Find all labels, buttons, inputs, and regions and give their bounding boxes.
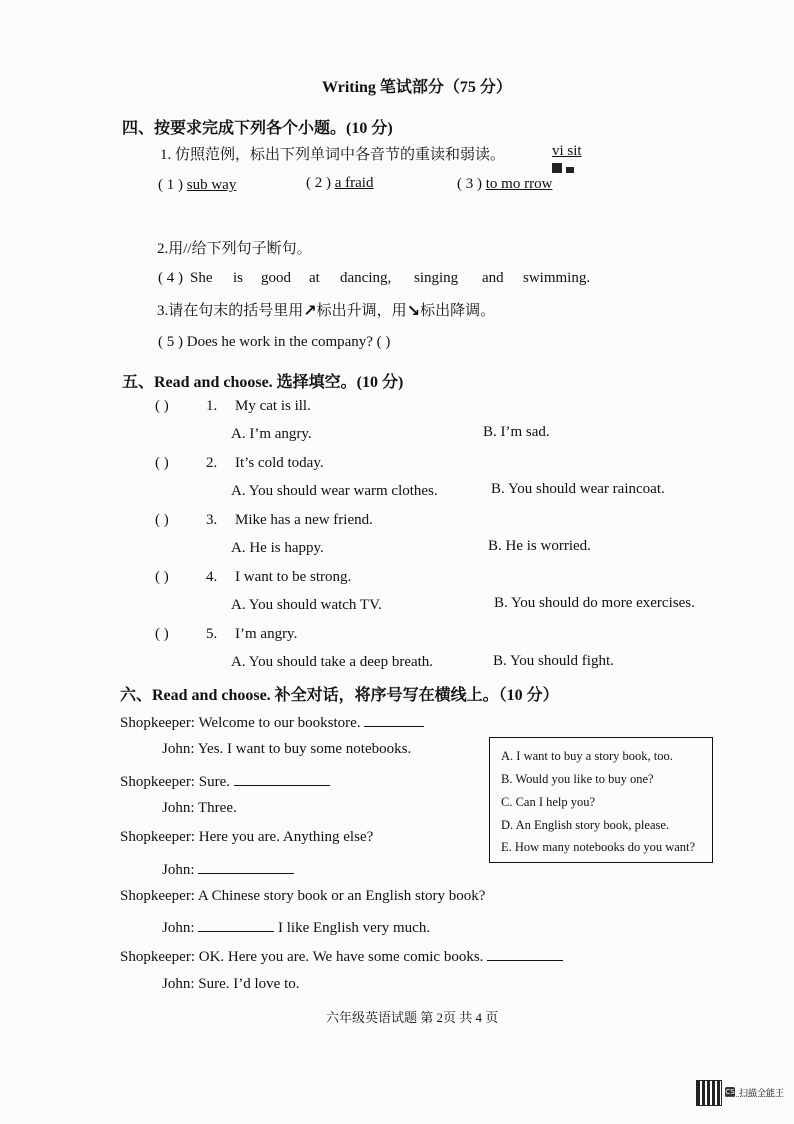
answer-paren[interactable]: ( ) (155, 569, 169, 585)
q2-word: and (482, 270, 504, 286)
q2-instruction: 2.用//给下列句子断句。 (157, 241, 312, 257)
section-6-heading: 六、Read and choose. 补全对话，将序号写在横线上。（10 分） (120, 687, 559, 704)
q2-word: dancing, (340, 270, 392, 286)
dialogue-line (120, 888, 485, 905)
scanner-app-icon: CS (725, 1088, 735, 1097)
section-5-heading: 五、Read and choose. 选择填空。(10 分) (122, 374, 404, 391)
q1-item-1 (158, 177, 236, 194)
line-after: I like English very much. (278, 920, 431, 936)
option-a: A. You should wear warm clothes. (231, 483, 438, 499)
question-text: My cat is ill. (235, 398, 311, 414)
line-text: Sure. (198, 774, 230, 790)
option-item: B. Would you like to buy one? (501, 772, 654, 786)
option-item: A. I want to buy a story book, too. (501, 749, 673, 763)
question-number: 3. (206, 512, 218, 528)
dialogue-line (120, 712, 424, 732)
q1-item-2-num: ( 2 ) (306, 175, 331, 191)
answer-blank[interactable] (234, 771, 330, 786)
q3-instruction (157, 299, 495, 320)
dialogue-line (120, 829, 373, 846)
answer-paren[interactable]: ( ) (155, 512, 169, 528)
q1-item-2 (306, 175, 373, 192)
line-text: Here you are. Anything else? (198, 829, 374, 845)
q3-item: ( 5 ) Does he work in the company? ( ) (158, 334, 391, 350)
line-text: Three. (198, 800, 237, 816)
speaker: John: (162, 741, 195, 757)
speaker: John: (162, 800, 195, 816)
q2-word: She (190, 270, 213, 286)
question-number: 5. (206, 626, 218, 642)
option-item: C. Can I help you? (501, 795, 596, 809)
q1-example: vi sit (552, 143, 582, 159)
q3-instruction-mid: 标出升调，用 (316, 303, 407, 319)
dialogue-line (162, 976, 300, 993)
line-text: OK. Here you are. We have some comic books. (198, 949, 484, 965)
line-text: A Chinese story book or an English story book? (197, 888, 486, 904)
option-b: B. You should wear raincoat. (491, 481, 665, 497)
q2-word: singing (414, 270, 459, 286)
scanner-logo (725, 1083, 784, 1101)
option-item: E. How many notebooks do you want? (501, 840, 696, 854)
option-a: A. You should take a deep breath. (231, 654, 434, 670)
question-text: I want to be strong. (235, 569, 352, 585)
answer-blank[interactable] (198, 917, 274, 932)
q2-num: ( 4 ) (158, 270, 183, 286)
line-text: Welcome to our bookstore. (198, 715, 361, 731)
line-text: Yes. I want to buy some notebooks. (197, 741, 412, 757)
q1-item-3 (457, 176, 552, 193)
dialogue-line (162, 800, 237, 817)
speaker: Shopkeeper: (120, 949, 195, 965)
option-b: B. I’m sad. (483, 424, 550, 440)
dialogue-line (120, 771, 330, 791)
q1-item-2-word: a fraid (334, 175, 374, 191)
dialogue-line (162, 741, 411, 758)
question-text: Mike has a new friend. (235, 512, 373, 528)
option-a: A. You should watch TV. (231, 597, 382, 613)
question-text: I’m angry. (235, 626, 298, 642)
line-text: Sure. I’d love to. (198, 976, 300, 992)
section-4-heading: 四、按要求完成下列各个小题。(10 分) (122, 120, 393, 137)
page-title: Writing 笔试部分（75 分） (322, 79, 512, 96)
qr-code-icon (696, 1080, 722, 1106)
q1-item-1-num: ( 1 ) (158, 177, 183, 193)
q2-word: good (261, 270, 291, 286)
q3-instruction-pre: 3.请在句末的括号里用 (157, 303, 304, 319)
falling-arrow-icon: ↘ (406, 301, 421, 320)
q1-item-1-word: sub way (186, 177, 237, 193)
q2-word: is (233, 270, 244, 286)
speaker: Shopkeeper: (120, 888, 195, 904)
q3-instruction-post: 标出降调。 (420, 303, 496, 319)
q2-word: swimming. (523, 270, 591, 286)
speaker: Shopkeeper: (120, 715, 195, 731)
answer-paren[interactable]: ( ) (155, 626, 169, 642)
option-a: A. I’m angry. (231, 426, 312, 442)
question-number: 4. (206, 569, 218, 585)
dialogue-line (162, 859, 294, 879)
dialogue-line (120, 946, 563, 966)
answer-paren[interactable]: ( ) (155, 398, 169, 414)
q2-word: at (309, 270, 320, 286)
options-box (489, 737, 713, 863)
rising-arrow-icon: ↗ (303, 301, 317, 320)
option-item: D. An English story book, please. (501, 818, 670, 832)
dialogue-line (162, 917, 430, 937)
question-text: It’s cold today. (235, 455, 324, 471)
q1-instruction: 1. 仿照范例，标出下列单词中各音节的重读和弱读。 (160, 147, 506, 163)
option-b: B. He is worried. (488, 538, 591, 554)
option-b: B. You should fight. (493, 653, 614, 669)
speaker: John: (162, 920, 195, 936)
stress-mark-example (552, 160, 574, 178)
question-number: 2. (206, 455, 218, 471)
option-b: B. You should do more exercises. (494, 595, 695, 611)
speaker: John: (162, 862, 195, 878)
speaker: Shopkeeper: (120, 774, 195, 790)
answer-blank[interactable] (198, 859, 294, 874)
scanner-logo-text: 扫描全能王 (739, 1088, 785, 1099)
speaker: John: (162, 976, 195, 992)
page-footer: 六年级英语试题 第 2页 共 4 页 (326, 1010, 499, 1025)
speaker: Shopkeeper: (120, 829, 195, 845)
answer-blank[interactable] (364, 712, 424, 727)
answer-blank[interactable] (487, 946, 563, 961)
q1-item-3-num: ( 3 ) (457, 176, 482, 192)
answer-paren[interactable]: ( ) (155, 455, 169, 471)
q1-item-3-word: to mo rrow (485, 176, 553, 192)
option-a: A. He is happy. (231, 540, 324, 556)
question-number: 1. (206, 398, 218, 414)
